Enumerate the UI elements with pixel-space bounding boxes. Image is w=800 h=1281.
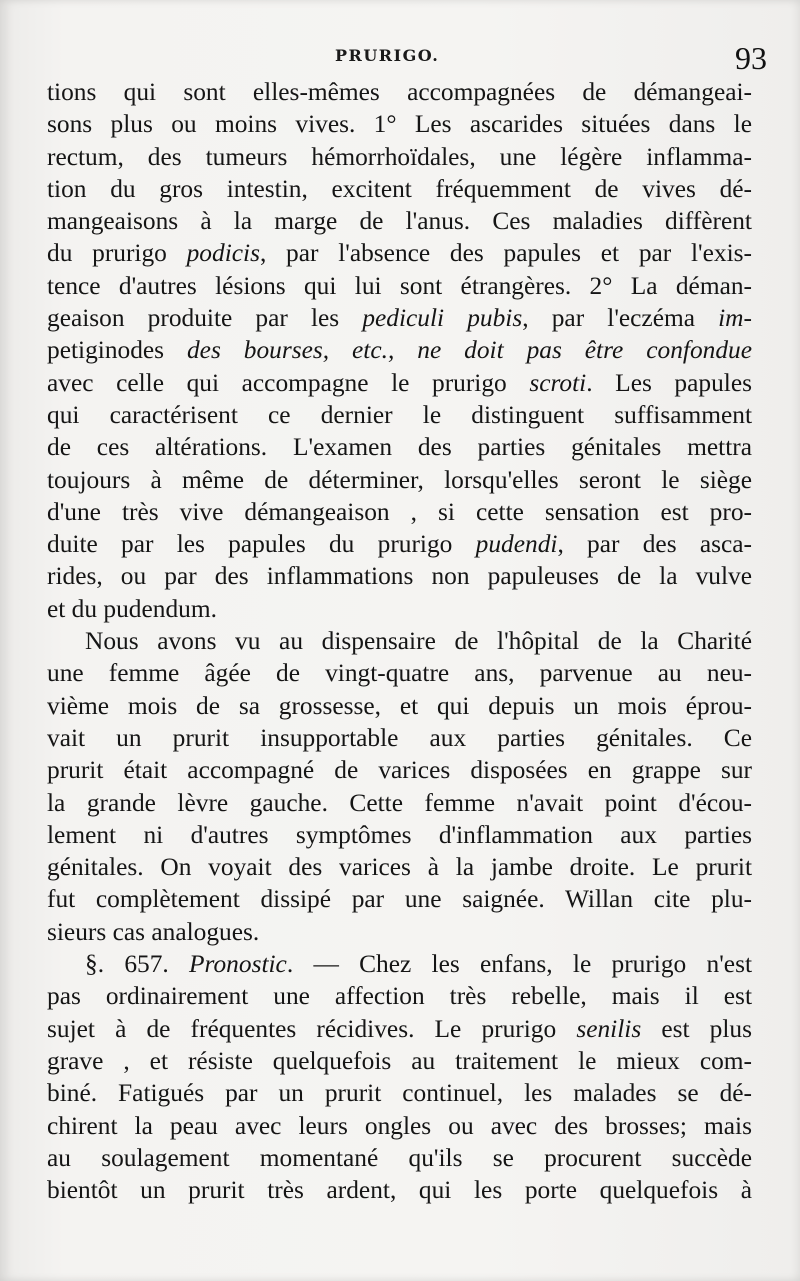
text-segment: sujet à de fréquentes récidives. Le prurigo	[47, 1014, 577, 1043]
text-segment: pas ordinairement une affection très rebelle, mais il est	[47, 982, 752, 1011]
text-segment: sieurs cas analogues.	[47, 917, 260, 946]
text-segment: une femme âgée de vingt-quatre ans, parvenue au neu-	[47, 659, 752, 688]
text-line	[47, 560, 752, 592]
text-segment: du prurigo	[47, 239, 187, 268]
text-segment: rides, ou par des inflammations non papuleuses de la vulve	[47, 562, 752, 591]
text-line	[47, 916, 752, 948]
text-segment: vième mois de sa grossesse, et qui depuis un mois éprou-	[47, 691, 752, 720]
text-segment: au soulagement momentané qu'ils se procurent succède	[47, 1143, 752, 1172]
text-line	[47, 1110, 752, 1142]
text-line	[47, 431, 752, 463]
text-line	[47, 851, 752, 883]
text-segment: tion du gros intestin, excitent fréquemment de vives dé-	[47, 174, 752, 203]
text-line	[47, 593, 752, 625]
italic-term: Pronostic	[189, 950, 287, 979]
italic-term: pudendi	[475, 530, 558, 559]
text-segment: §. 657.	[85, 950, 190, 979]
text-segment: . — Chez les enfans, le prurigo n'est	[286, 950, 752, 979]
text-segment: chirent la peau avec leurs ongles ou avec des brosses; mais	[47, 1111, 752, 1140]
text-line	[47, 787, 752, 819]
text-line	[47, 1077, 752, 1109]
text-segment: Nous avons vu au dispensaire de l'hôpital de la Charité	[85, 627, 752, 656]
text-line	[47, 948, 752, 980]
italic-term: des bourses, etc., ne doit pas être confondue	[164, 336, 752, 365]
text-segment: toujours à même de déterminer, lorsqu'elles seront le siège	[47, 465, 752, 494]
text-line	[47, 1142, 752, 1174]
text-line	[47, 980, 752, 1012]
text-line	[47, 270, 752, 302]
text-line	[47, 1045, 752, 1077]
text-segment: et du pudendum.	[47, 594, 217, 623]
text-segment: biné. Fatigués par un prurit continuel, les malades se dé-	[47, 1079, 752, 1108]
body-text	[47, 76, 752, 1206]
text-line	[47, 237, 752, 269]
text-segment: tions qui sont elles-mêmes accompagnées de démangeai-	[47, 78, 752, 106]
italic-term: senilis	[576, 1014, 642, 1043]
text-segment: , par l'eczéma	[522, 304, 719, 333]
italic-term: im-	[718, 304, 752, 333]
italic-term: podicis	[186, 239, 260, 268]
text-segment: avec celle qui accompagne le prurigo	[47, 368, 530, 397]
text-segment: sons plus ou moins vives. 1° Les ascarides situées dans le	[47, 110, 752, 139]
text-line	[47, 76, 752, 108]
text-segment: geaison produite par les	[47, 304, 363, 333]
text-segment: qui caractérisent ce dernier le distinguent suffisamment	[47, 400, 752, 429]
text-line	[47, 367, 752, 399]
text-segment: vait un prurit insupportable aux parties génitales. Ce	[47, 723, 752, 752]
text-line	[47, 528, 752, 560]
text-line	[47, 1013, 752, 1045]
text-segment: d'une très vive démangeaison , si cette sensation est pro-	[47, 497, 752, 526]
italic-term: pediculi pubis	[362, 304, 523, 333]
text-segment: la grande lèvre gauche. Cette femme n'avait point d'écou-	[47, 788, 752, 817]
text-segment: duite par les papules du prurigo	[47, 530, 476, 559]
text-line	[47, 399, 752, 431]
text-segment: petiginodes	[47, 336, 165, 365]
text-line	[47, 173, 752, 205]
text-segment: de ces altérations. L'examen des parties génitales mettra	[47, 433, 752, 462]
running-title: PRURIGO.	[335, 46, 440, 65]
text-segment: est plus	[641, 1014, 752, 1043]
text-line	[47, 334, 752, 366]
text-segment: , par l'absence des papules et par l'exis-	[259, 239, 752, 268]
text-segment: lement ni d'autres symptômes d'inflammation aux parties	[47, 820, 752, 849]
text-line	[47, 819, 752, 851]
page-number: 93	[735, 40, 767, 76]
text-segment: génitales. On voyait des varices à la jambe droite. Le prurit	[47, 853, 752, 882]
text-segment: mangeaisons à la marge de l'anus. Ces maladies diffèrent	[47, 207, 752, 236]
text-line	[47, 496, 752, 528]
text-segment: . Les papules	[586, 368, 752, 397]
text-line	[47, 722, 752, 754]
text-line	[47, 657, 752, 689]
text-line	[47, 1174, 752, 1206]
text-line	[47, 690, 752, 722]
text-segment: grave , et résiste quelquefois au traitement le mieux com-	[47, 1046, 752, 1075]
text-segment: , par des asca-	[557, 530, 752, 559]
text-segment: tence d'autres lésions qui lui sont étrangères. 2° La déman-	[47, 271, 752, 300]
text-segment: rectum, des tumeurs hémorrhoïdales, une légère inflamma-	[47, 142, 752, 171]
text-segment: bientôt un prurit très ardent, qui les porte quelquefois à	[47, 1176, 752, 1205]
text-segment: fut complètement dissipé par une saignée. Willan cite plu-	[47, 885, 752, 914]
text-line	[47, 205, 752, 237]
text-line	[47, 625, 752, 657]
text-line	[47, 141, 752, 173]
text-line	[47, 883, 752, 915]
text-line	[47, 302, 752, 334]
text-line	[47, 464, 752, 496]
text-line	[47, 108, 752, 140]
text-line	[47, 754, 752, 786]
text-segment: prurit était accompagné de varices disposées en grappe sur	[47, 756, 752, 785]
italic-term: scroti	[529, 368, 587, 397]
